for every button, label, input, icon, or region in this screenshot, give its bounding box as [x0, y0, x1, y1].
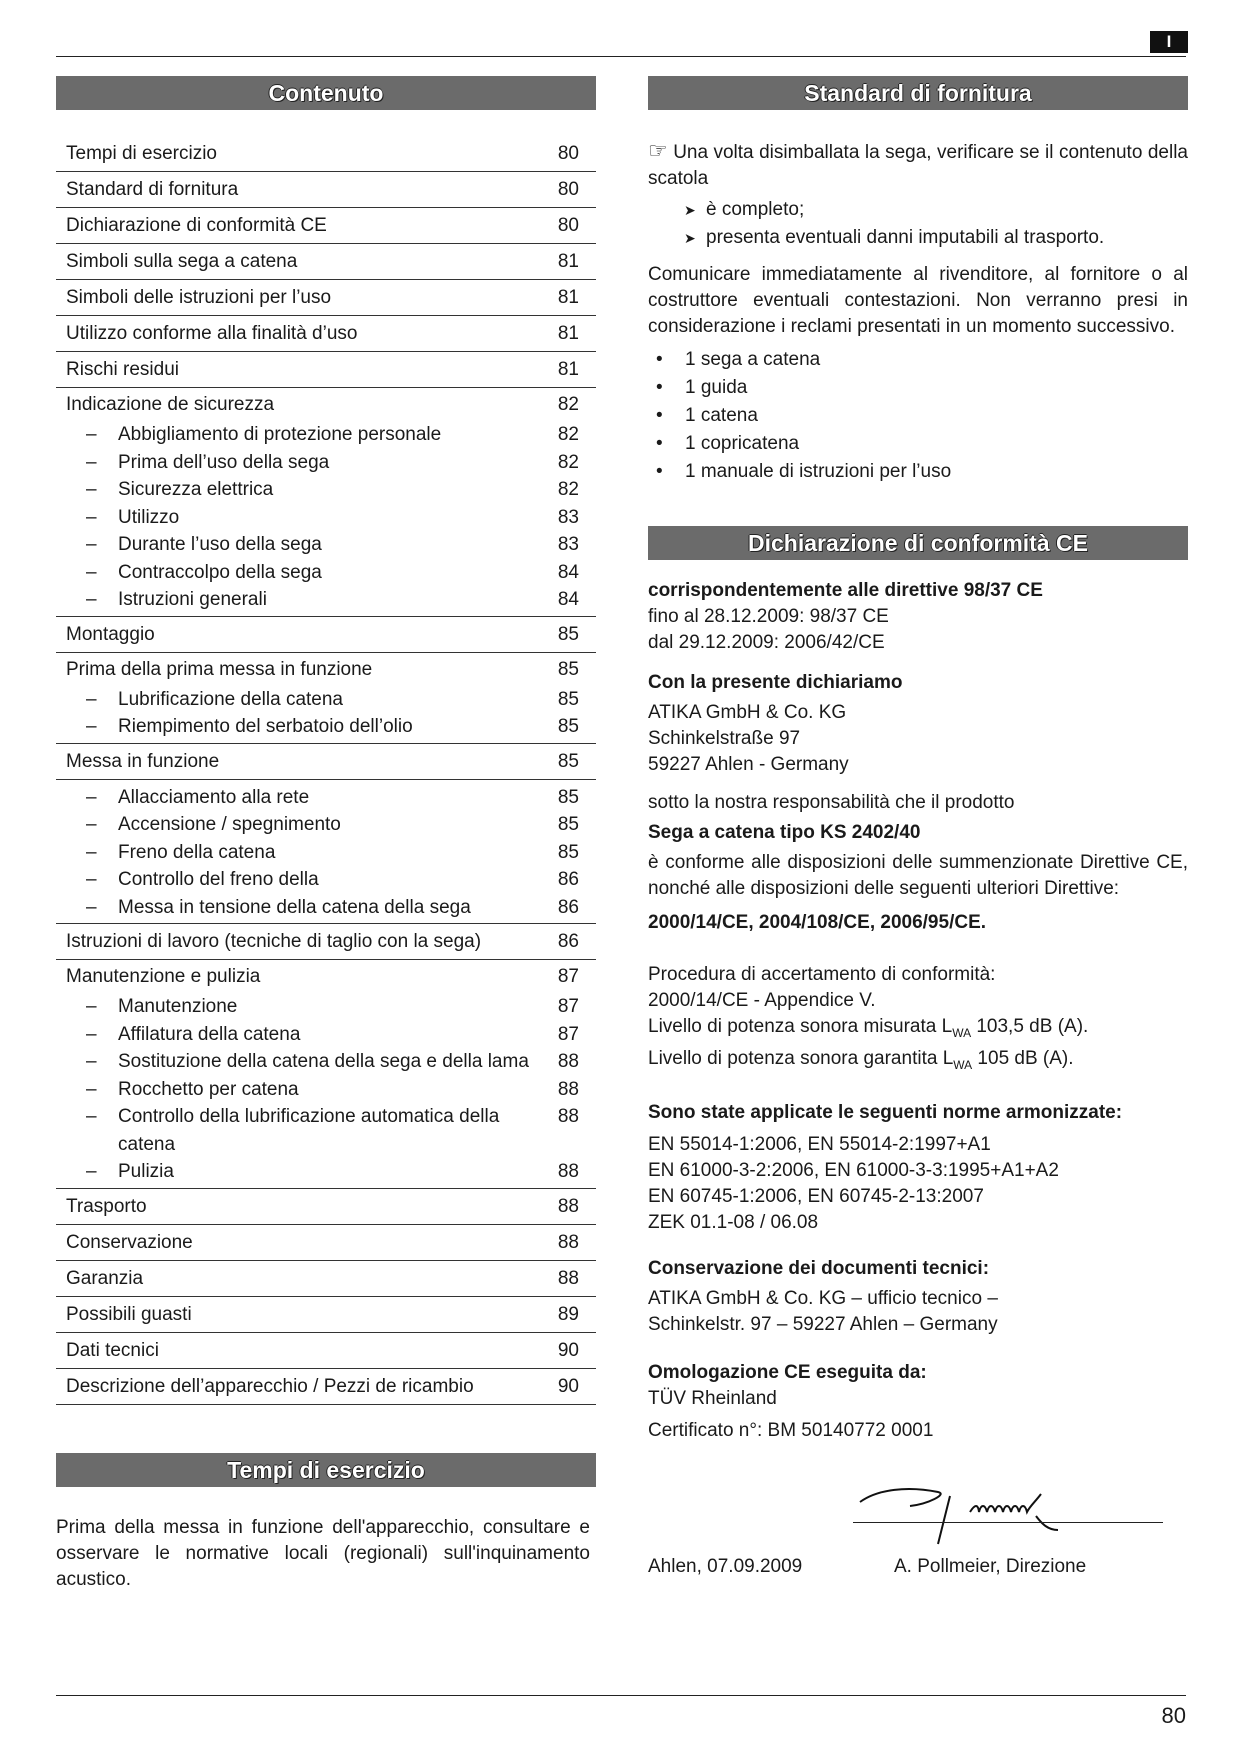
toc-entry-page: 81 [557, 251, 579, 272]
toc-subentry-title: Affilatura della catena [118, 1023, 301, 1045]
toc-subentry-page: 88 [557, 1078, 579, 1100]
dash-icon: – [86, 1078, 97, 1100]
toc-subentry [66, 449, 579, 477]
toc-entry-title: Conservazione [66, 1231, 193, 1253]
toc-entry-title: Istruzioni di lavoro (tecniche di taglio con la sega) [66, 931, 482, 952]
toc-subentry-title: Contraccolpo della sega [118, 561, 322, 583]
toc-entry-page: 89 [557, 1303, 579, 1325]
dash-icon: – [86, 786, 97, 808]
toc-subentry-title: Prima dell’uso della sega [118, 451, 330, 473]
signature-area [648, 1444, 1188, 1554]
dash-icon: – [86, 896, 97, 918]
docs-heading: Conservazione dei documenti tecnici: [648, 1257, 990, 1279]
norm-line: ZEK 01.1-08 / 06.08 [648, 1211, 819, 1233]
toc-entry [56, 136, 596, 172]
approval-body: TÜV Rheinland [648, 1387, 777, 1409]
standard-intro [648, 138, 1188, 192]
toc-subentry [66, 586, 579, 614]
toc-subentry-title: Abbigliamento di protezione personale [118, 424, 442, 445]
toc-entry-page: 80 [557, 143, 579, 164]
standard-intro-text: Una volta disimballata la sega, verificare se il contenuto della scatola [648, 142, 1188, 189]
toc-subentry-title: Durante l’uso della sega [118, 534, 322, 555]
toc-subentry-page: 88 [557, 1106, 579, 1127]
product-name: Sega a catena tipo KS 2402/40 [648, 822, 921, 843]
toc-subentry-page: 87 [557, 1023, 579, 1045]
toc-subentry-page: 86 [557, 896, 579, 918]
dash-icon: – [86, 1161, 97, 1182]
directive-heading: corrispondentemente alle direttive 98/37 CE [648, 580, 1043, 601]
toc-subentry-page: 82 [557, 451, 579, 473]
toc-entry-page: 88 [557, 1267, 579, 1289]
arrow-right-icon: ➤ [684, 230, 696, 246]
toc-subentry-title: Sicurezza elettrica [118, 479, 274, 500]
toc-entry-page: 81 [557, 359, 579, 380]
dash-icon: – [86, 479, 97, 500]
toc-entry-page: 87 [557, 966, 579, 987]
toc-entry [56, 744, 596, 780]
toc-subentry [66, 894, 579, 922]
toc-entry [56, 280, 596, 316]
toc-entry-page: 88 [557, 1231, 579, 1253]
toc-subentry-title: Istruzioni generali [118, 589, 267, 610]
toc-subentry-page: 85 [557, 688, 579, 710]
toc-heading: Contenuto [56, 76, 596, 110]
sound-guaranteed: Livello di potenza sonora garantita $L_{WA}$ 105 dB (A). [648, 1047, 1074, 1072]
toc-entry [56, 208, 596, 244]
toc-entry [56, 1333, 596, 1369]
dash-icon: – [86, 506, 97, 528]
toc-subentry-title: Riempimento del serbatoio dell’olio [118, 716, 413, 737]
bullet-icon: • [656, 461, 663, 482]
right-column [648, 76, 1188, 1580]
norm-line: EN 60745-1:2006, EN 60745-2-13:2007 [648, 1185, 984, 1207]
signature-line [853, 1522, 1163, 1523]
toc-entry-title: Indicazione de sicurezza [66, 394, 275, 415]
pointing-hand-icon: ☞ [648, 138, 668, 163]
directive-list: 2000/14/CE, 2004/108/CE, 2006/95/CE. [648, 912, 987, 933]
directive-line: fino al 28.12.2009: 98/37 CE [648, 606, 889, 627]
toc-subentry-page: 83 [557, 506, 579, 528]
dash-icon: – [86, 424, 97, 445]
toc-entry-title: Descrizione dell’apparecchio / Pezzi de ricambio [66, 1375, 474, 1397]
docs-line: ATIKA GmbH & Co. KG – ufficio tecnico – [648, 1287, 998, 1309]
footer-rule [56, 1695, 1186, 1696]
toc-entry-title: Dati tecnici [66, 1339, 159, 1361]
appendix-text: 2000/14/CE - Appendice V. [648, 990, 876, 1011]
dash-icon: – [86, 561, 97, 583]
toc-subentry [66, 1021, 579, 1049]
toc-entry-title: Utilizzo conforme alla finalità d’uso [66, 323, 358, 344]
toc-entry [56, 1189, 596, 1225]
toc-entry [56, 960, 596, 1189]
signatory: A. Pollmeier, Direzione [894, 1555, 1087, 1577]
bullet-icon: • [656, 349, 663, 370]
dash-icon: – [86, 589, 97, 610]
sound-measured: Livello di potenza sonora misurata $L_{WA}$ 103,5 dB (A). [648, 1016, 1089, 1040]
toc-subentry [66, 1076, 579, 1104]
left-column [56, 76, 596, 1593]
toc-subentry-title: Allacciamento alla rete [118, 786, 310, 808]
toc-subentry [66, 713, 579, 741]
approval-heading: Omologazione CE eseguita da: [648, 1361, 927, 1383]
company-city: 59227 Ahlen - Germany [648, 754, 849, 775]
toc-subentry [66, 559, 579, 587]
toc-entry [56, 388, 596, 617]
bullet-icon: • [656, 433, 663, 454]
toc-entry-title: Messa in funzione [66, 750, 220, 772]
toc-subentry-page: 88 [557, 1161, 579, 1182]
dash-icon: – [86, 1106, 97, 1127]
toc-entry-title: Dichiarazione di conformità CE [66, 215, 327, 236]
dash-icon: – [86, 814, 97, 835]
toc-entry-page: 82 [557, 394, 579, 415]
toc-subentry [66, 421, 579, 449]
toc-subentry-page: 88 [557, 1051, 579, 1072]
toc-entry-page: 90 [557, 1339, 579, 1361]
company-name: ATIKA GmbH & Co. KG [648, 702, 847, 723]
toc-subentry-page: 85 [557, 841, 579, 863]
declare-heading: Con la presente dichiariamo [648, 672, 903, 693]
standard-note: Comunicare immediatamente al rivenditore, al fornitore o al costruttore eventuali contestazioni. Non verranno presi in considerazione i reclami presentati in un momento successivo. [648, 264, 1188, 337]
toc-subentry-title: Controllo della lubrificazione automatica della catena [118, 1106, 500, 1155]
toc-entry [56, 617, 596, 653]
toc-entry-title: Rischi residui [66, 359, 179, 380]
toc-subentry-title: Controllo del freno della [118, 869, 319, 890]
toc-subentry-page: 87 [557, 996, 579, 1017]
bullet-icon: • [656, 405, 663, 426]
declaration-heading: Dichiarazione di conformità CE [648, 526, 1188, 560]
toc-entry [56, 1297, 596, 1333]
toc-subentry-page: 84 [557, 561, 579, 583]
toc-entry-title: Simboli delle istruzioni per l’uso [66, 287, 332, 308]
toc-subentry-page: 82 [557, 424, 579, 445]
toc-entry [56, 352, 596, 388]
norm-line: EN 61000-3-2:2006, EN 61000-3-3:1995+A1+A2 [648, 1159, 1059, 1181]
toc-entry [56, 653, 596, 744]
toc-entry-title: Simboli sulla sega a catena [66, 251, 298, 272]
toc-entry-title: Montaggio [66, 623, 155, 645]
toc-subentry-page: 85 [557, 814, 579, 835]
language-tag: I [1150, 31, 1188, 53]
toc-subentry [66, 811, 579, 839]
toc-entry-page: 90 [557, 1375, 579, 1397]
list-item: ➤ è completo; [684, 196, 1188, 224]
list-item: • 1 copricatena [648, 430, 1188, 458]
conformity-text: è conforme alle disposizioni delle summenzionate Direttive CE, nonché alle disposizioni delle seguenti ulteriori Direttive: [648, 852, 1188, 899]
toc-subentry [66, 504, 579, 532]
toc-entry-page: 80 [557, 215, 579, 236]
company-street: Schinkelstraße 97 [648, 728, 801, 749]
toc-entry-page: 85 [557, 658, 579, 680]
toc-entry-title: Possibili guasti [66, 1303, 192, 1325]
toc-subentry-page: 85 [557, 786, 579, 808]
toc-subentry-title: Utilizzo [118, 506, 180, 528]
toc-entry [56, 172, 596, 208]
toc-entry-page: 80 [557, 179, 579, 200]
toc-entry [56, 1369, 596, 1405]
dash-icon: – [86, 869, 97, 890]
toc-subentry [66, 866, 579, 894]
dash-icon: – [86, 1023, 97, 1045]
arrow-right-icon: ➤ [684, 202, 696, 218]
list-item: • 1 catena [648, 402, 1188, 430]
check-list [684, 196, 1188, 252]
toc-subentry-page: 84 [557, 589, 579, 610]
header-rule [56, 56, 1186, 57]
toc-entry-page: 86 [557, 931, 579, 952]
toc-entry-page: 81 [557, 287, 579, 308]
toc-entry-title: Manutenzione e pulizia [66, 966, 261, 987]
toc-subentry-page: 82 [557, 479, 579, 500]
toc-subentry [66, 1158, 579, 1186]
toc-subentry [66, 1048, 579, 1076]
dash-icon: – [86, 534, 97, 555]
toc-subentry-title: Accensione / spegnimento [118, 814, 341, 835]
toc-subentry-title: Freno della catena [118, 841, 276, 863]
norms-heading: Sono state applicate le seguenti norme armonizzate: [648, 1101, 1123, 1123]
toc-entry-page: 85 [557, 623, 579, 645]
standard-heading: Standard di fornitura [648, 76, 1188, 110]
toc-subentry [66, 784, 579, 812]
toc-subentry [66, 1103, 579, 1158]
toc-entry [56, 924, 596, 960]
toc-entry-page: 85 [557, 750, 579, 772]
toc-subentry-page: 83 [557, 534, 579, 555]
toc-subentry [66, 476, 579, 504]
list-item: • 1 sega a catena [648, 346, 1188, 374]
toc-entry-title: Trasporto [66, 1195, 147, 1217]
list-item: • 1 guida [648, 374, 1188, 402]
toc-subentry [66, 686, 579, 714]
toc-entry [56, 1261, 596, 1297]
list-item: ➤ presenta eventuali danni imputabili al trasporto. [684, 224, 1188, 252]
toc-entry-page: 88 [557, 1195, 579, 1217]
toc-subentry-title: Pulizia [118, 1161, 174, 1182]
tempi-text: Prima della messa in funzione dell'apparecchio, consultare e osservare le normative locali (regionali) sull'inquinamento acustico. [56, 1516, 590, 1590]
signature-image [648, 1444, 1188, 1554]
toc-subentry [66, 839, 579, 867]
bullet-icon: • [656, 377, 663, 398]
toc-subentry-title: Lubrificazione della catena [118, 688, 343, 710]
docs-line: Schinkelstr. 97 – 59227 Ahlen – Germany [648, 1313, 998, 1335]
signature-footer [648, 1554, 1188, 1580]
procedure-text: Procedura di accertamento di conformità: [648, 964, 996, 985]
toc-subentry [66, 531, 579, 559]
toc-subentry-title: Messa in tensione della catena della sega [118, 896, 471, 918]
toc-subentry-title: Rocchetto per catena [118, 1078, 299, 1100]
toc-subentry [66, 993, 579, 1021]
toc-entry [56, 316, 596, 352]
norm-line: EN 55014-1:2006, EN 55014-2:1997+A1 [648, 1133, 991, 1155]
toc-entry [56, 1225, 596, 1261]
dash-icon: – [86, 1051, 97, 1072]
table-of-contents [56, 136, 596, 1405]
responsibility-text: sotto la nostra responsabilità che il prodotto [648, 792, 1015, 813]
certificate-number: Certificato n°: BM 50140772 0001 [648, 1419, 934, 1441]
toc-entry-title: Standard di fornitura [66, 179, 239, 200]
toc-subentry-page: 86 [557, 869, 579, 890]
dash-icon: – [86, 451, 97, 473]
toc-entry-title: Prima della prima messa in funzione [66, 658, 373, 680]
toc-entry-title: Garanzia [66, 1267, 144, 1289]
tempi-heading: Tempi di esercizio [56, 1453, 596, 1487]
toc-entry-title: Tempi di esercizio [66, 143, 217, 164]
dash-icon: – [86, 716, 97, 737]
toc-entry [56, 244, 596, 280]
toc-subentry-title: Manutenzione [118, 996, 238, 1017]
dash-icon: – [86, 841, 97, 863]
toc-entry-page: 81 [557, 323, 579, 344]
delivery-items [648, 346, 1188, 486]
list-item: • 1 manuale di istruzioni per l’uso [648, 458, 1188, 486]
page-number: 80 [1161, 1703, 1186, 1728]
toc-subentry-page: 85 [557, 716, 579, 737]
dash-icon: – [86, 996, 97, 1017]
dash-icon: – [86, 688, 97, 710]
place-date: Ahlen, 07.09.2009 [648, 1555, 803, 1577]
toc-entry [56, 780, 596, 925]
toc-subentry-title: Sostituzione della catena della sega e della lama [118, 1051, 529, 1072]
directive-line: dal 29.12.2009: 2006/42/CE [648, 632, 885, 653]
